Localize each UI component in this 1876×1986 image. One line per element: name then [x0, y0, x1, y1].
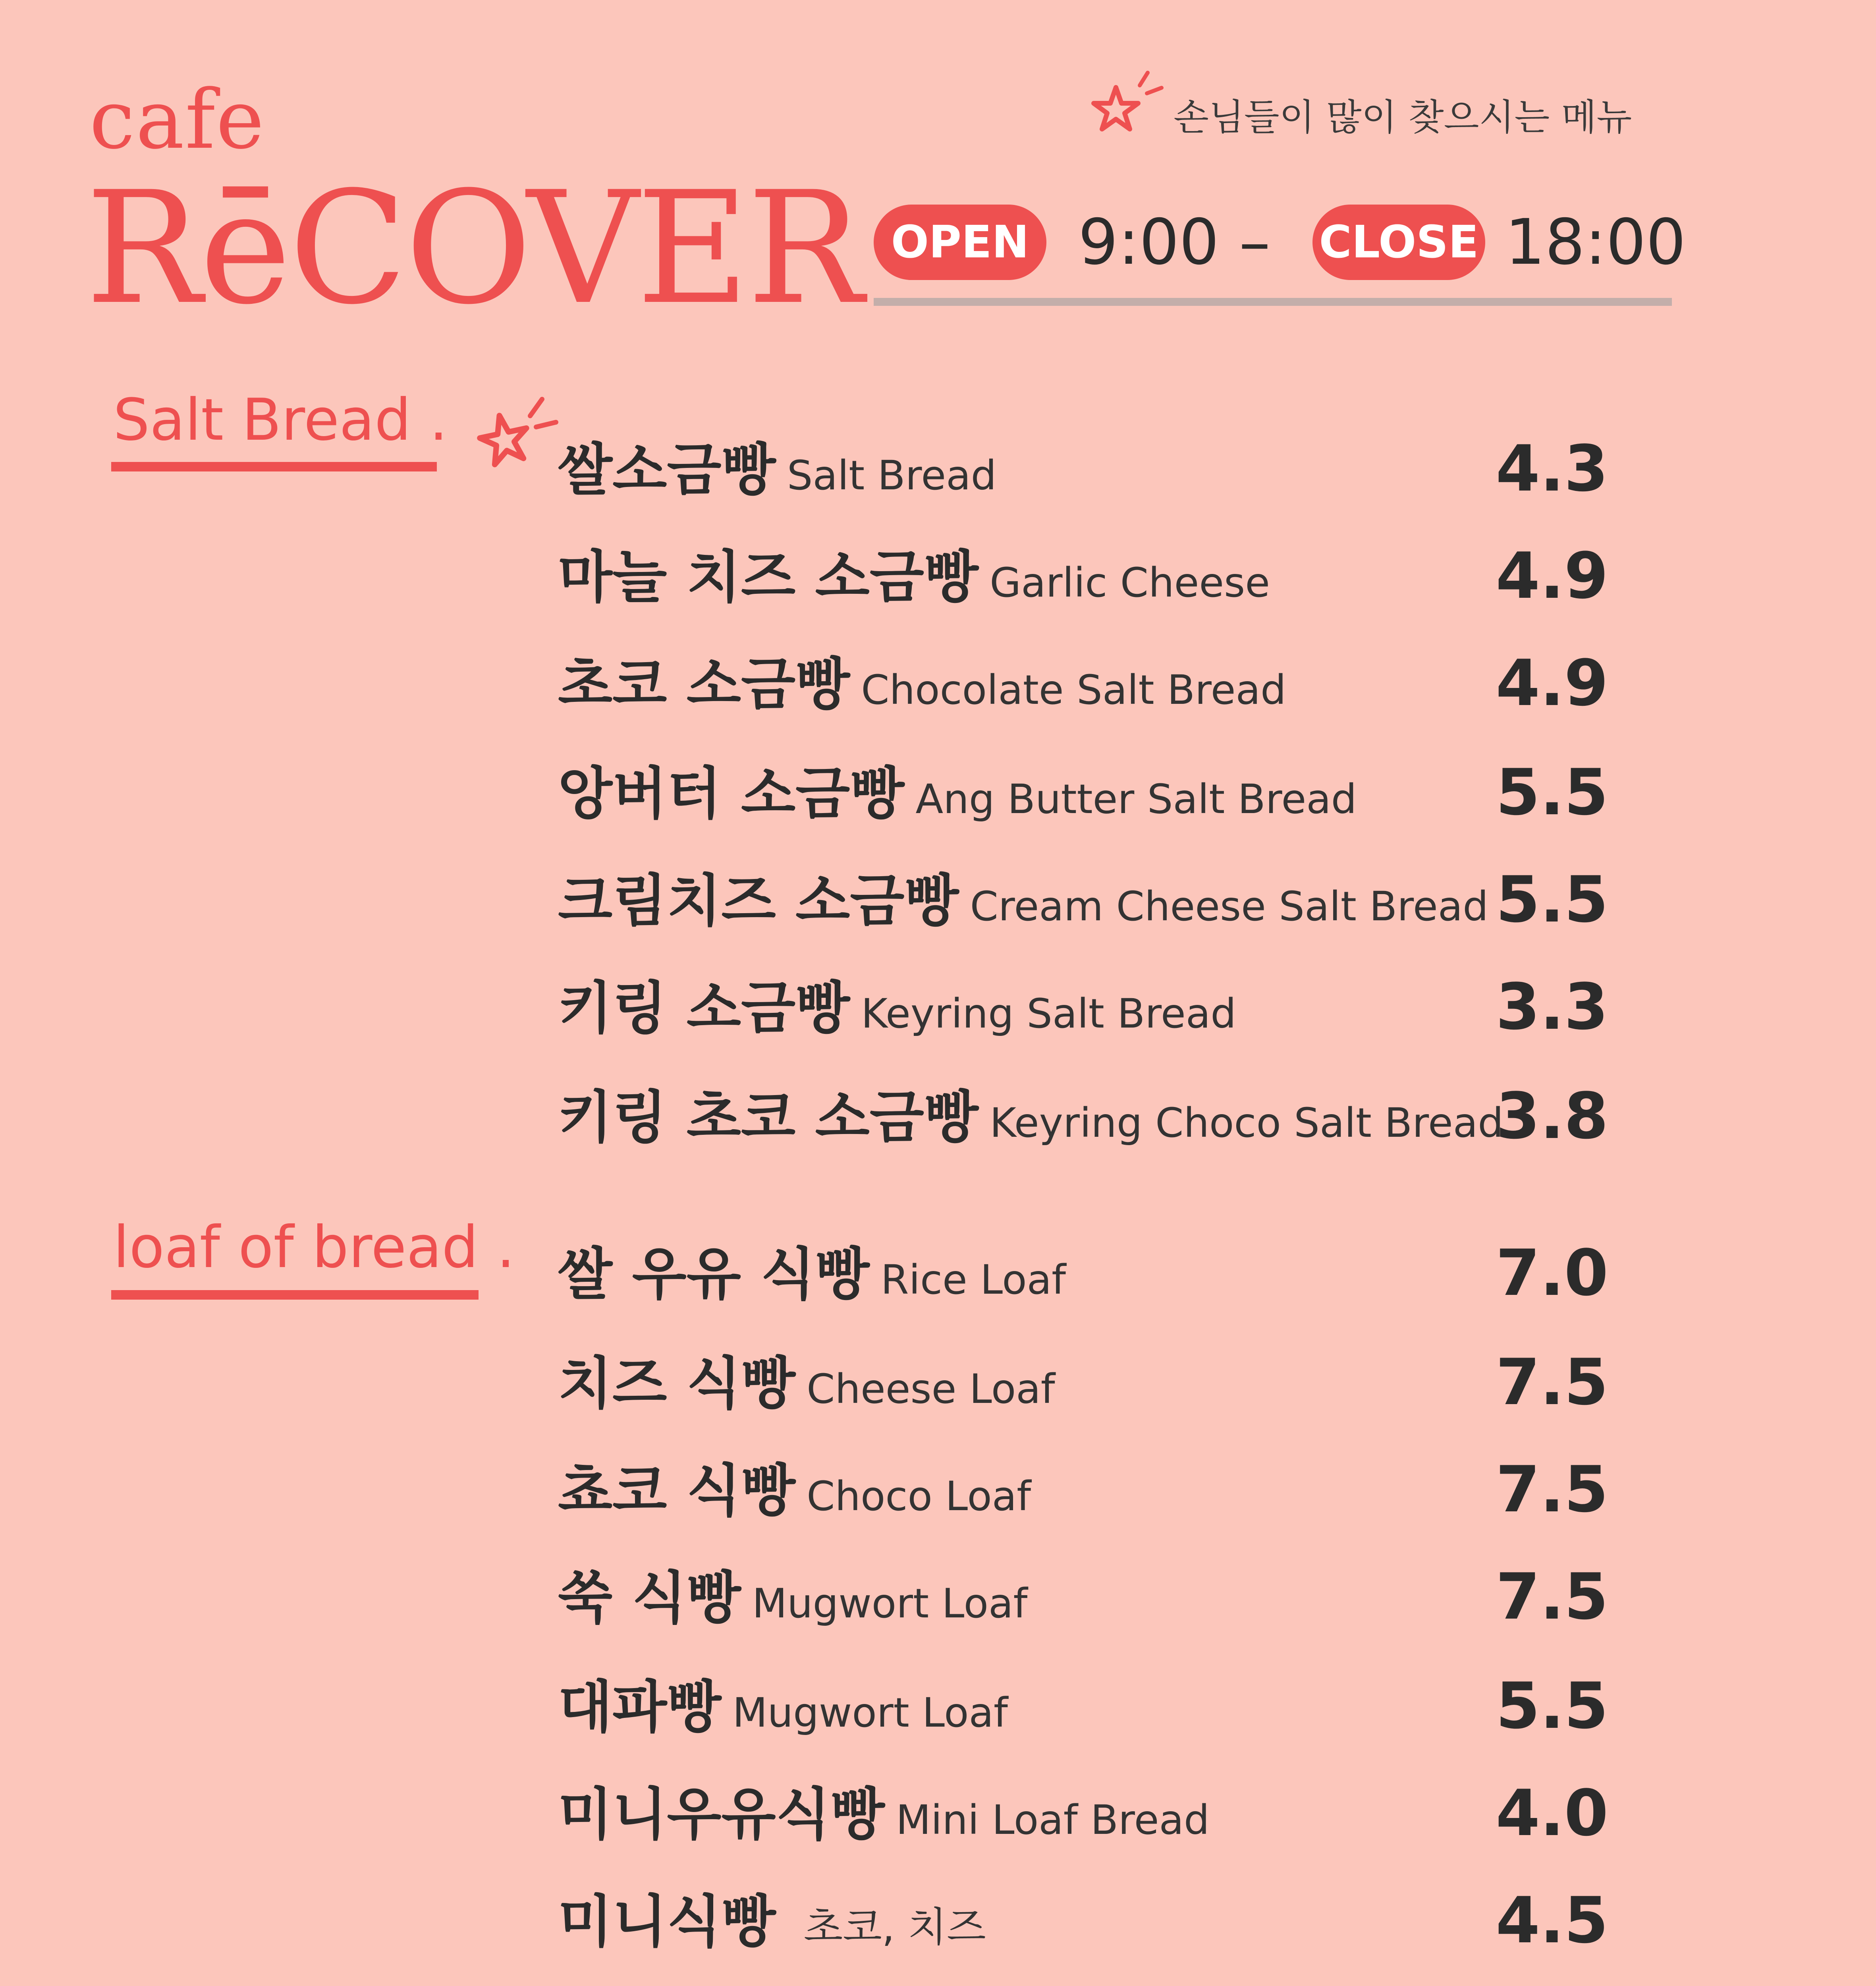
menu-item-name: 키링 초코 소금빵 Keyring Choco Salt Bread [558, 1085, 1504, 1150]
menu-item-english: 초코, 치즈 [803, 1904, 986, 1951]
menu-item-english: Garlic Cheese [990, 559, 1270, 607]
menu-item-name: 키링 소금빵 Keyring Salt Bread [558, 976, 1236, 1041]
menu-item-price: 3.8 [1496, 1079, 1608, 1153]
menu-item-row [558, 862, 1630, 941]
section-underline [111, 1290, 479, 1300]
menu-item-price: 5.5 [1496, 755, 1608, 829]
menu-item-price: 4.9 [1496, 539, 1608, 613]
menu-item-price: 3.3 [1496, 970, 1608, 1044]
popular-menu-note: 손님들이 많이 찾으시는 메뉴 [1173, 96, 1632, 139]
menu-item-name: 앙버터 소금빵 Ang Butter Salt Bread [558, 761, 1357, 827]
menu-item-row [558, 1668, 1630, 1748]
menu-item-name: 크림치즈 소금빵 Cream Cheese Salt Bread [558, 868, 1488, 934]
menu-item-name: 치즈 식빵 Cheese Loaf [558, 1351, 1055, 1416]
menu-item-price: 4.0 [1496, 1776, 1608, 1850]
menu-item-price: 7.0 [1496, 1236, 1608, 1310]
logo-recover-text: RēCOVER [85, 158, 861, 338]
hours-divider [874, 298, 1672, 306]
menu-item-english: Ang Butter Salt Bread [915, 776, 1357, 823]
menu-item-english: Keyring Salt Bread [861, 990, 1236, 1037]
menu-item-name: 쑥 식빵 Mugwort Loaf [558, 1565, 1028, 1631]
menu-item-price: 7.5 [1496, 1452, 1608, 1526]
logo-cafe-text: cafe [89, 73, 265, 167]
menu-item-row [558, 1883, 1630, 1962]
menu-item-name: 쌀 우유 식빵 Rice Loaf [558, 1242, 1066, 1307]
section-title-salt-bread: Salt Bread . [113, 386, 448, 454]
menu-item-price: 5.5 [1496, 1669, 1608, 1743]
menu-item-name: 마늘 치즈 소금빵 Garlic Cheese [558, 545, 1270, 610]
menu-item-name: 대파빵 Mugwort Loaf [558, 1675, 1008, 1740]
menu-item-name: 초코 소금빵 Chocolate Salt Bread [558, 652, 1286, 717]
star-icon [457, 387, 572, 495]
menu-item-row [558, 1452, 1630, 1531]
menu-item-row [558, 645, 1630, 725]
menu-item-price: 4.3 [1496, 431, 1608, 506]
menu-item-price: 4.9 [1496, 646, 1608, 720]
menu-item-price: 7.5 [1496, 1559, 1608, 1634]
menu-item-row [558, 538, 1630, 618]
section-underline [111, 462, 437, 471]
section-title-loaf-of-bread: loaf of bread . [113, 1214, 515, 1281]
menu-item-name: 미니우유식빵 Mini Loaf Bread [558, 1782, 1210, 1847]
menu-item-row [558, 1345, 1630, 1424]
menu-item-english: Rice Loaf [880, 1256, 1066, 1304]
menu-item-english: Keyring Choco Salt Bread [990, 1099, 1504, 1147]
menu-item-english: Choco Loaf [807, 1473, 1031, 1520]
menu-item-row [558, 431, 1630, 510]
menu-item-english: Mugwort Loaf [752, 1580, 1028, 1627]
menu-item-english: Salt Bread [787, 452, 997, 499]
menu-item-row [558, 1775, 1630, 1855]
menu-item-row [558, 1559, 1630, 1638]
menu-item-price: 4.5 [1496, 1883, 1608, 1957]
close-time: 18:00 [1505, 206, 1686, 279]
menu-item-row [558, 1235, 1630, 1315]
menu-item-name: 미니식빵 초코, 치즈 [558, 1889, 986, 1955]
menu-item-price: 5.5 [1496, 862, 1608, 937]
menu-item-english: Cream Cheese Salt Bread [970, 883, 1488, 930]
menu-item-row [558, 755, 1630, 834]
menu-item-name: 쵸코 식빵 Choco Loaf [558, 1458, 1031, 1524]
menu-item-name: 쌀소금빵 Salt Bread [558, 437, 997, 503]
menu-item-english: Mini Loaf Bread [896, 1797, 1210, 1844]
menu-item-row [558, 1078, 1630, 1158]
star-icon [1088, 66, 1168, 145]
menu-item-english: Chocolate Salt Bread [861, 667, 1286, 714]
menu-item-row [558, 969, 1630, 1049]
open-badge: OPEN [874, 205, 1046, 280]
open-time: 9:00 – [1078, 206, 1271, 279]
menu-item-english: Mugwort Loaf [732, 1689, 1008, 1737]
menu-item-price: 7.5 [1496, 1345, 1608, 1419]
close-badge: CLOSE [1312, 205, 1485, 280]
menu-item-english: Cheese Loaf [807, 1366, 1055, 1413]
